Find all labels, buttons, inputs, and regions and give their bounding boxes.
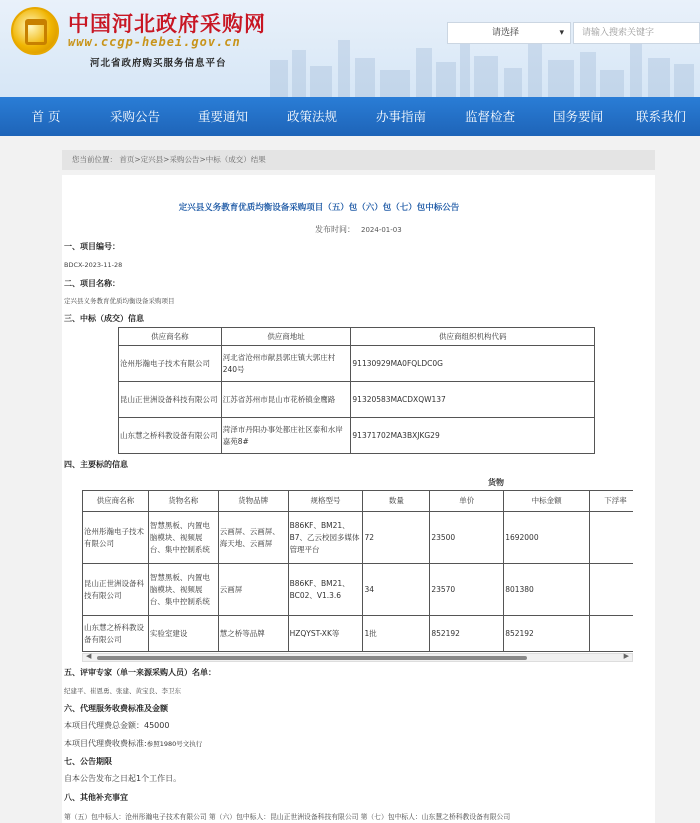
site-url: www.ccgp-hebei.gov.cn <box>68 35 241 49</box>
nav-procurement-notice[interactable]: 采购公告 <box>109 109 160 124</box>
nav-supervision[interactable]: 监督检查 <box>464 109 515 124</box>
table-header-row <box>83 491 634 512</box>
table-header: 供应商名称 <box>83 491 149 512</box>
nav-important-notice[interactable]: 重要通知 <box>197 109 248 124</box>
section-5-heading: 五、评审专家（单一来源采购人员）名单： <box>64 668 216 677</box>
supplier-code: 91371702MA3BXJKG29 <box>351 418 595 454</box>
scroll-right-icon[interactable]: ▶ <box>623 652 629 660</box>
site-subtitle: 河北省政府购买服务信息平台 <box>90 58 227 69</box>
supplier-name: 沧州彤瀚电子技术有限公司 <box>83 512 149 564</box>
goods-discount <box>590 616 633 652</box>
goods-quantity: 34 <box>363 564 430 616</box>
goods-table <box>82 490 633 652</box>
supplier-name: 沧州彤瀚电子技术有限公司 <box>119 346 222 382</box>
notice-title: 定兴县义务教育优质均衡设备采购项目（五）包（六）包（七）包中标公告 <box>178 203 460 213</box>
search-category-value: 请选择 <box>492 28 520 38</box>
search-input[interactable]: 请输入搜索关键字 <box>573 22 700 44</box>
table-header: 规格型号 <box>288 491 363 512</box>
table-header: 供应商名称 <box>119 328 222 346</box>
goods-amount: 801380 <box>504 564 590 616</box>
scroll-left-icon[interactable]: ◀ <box>86 652 92 660</box>
publish-date <box>315 224 402 235</box>
nav-guide[interactable]: 办事指南 <box>375 109 426 124</box>
section-8-heading: 八、其他补充事宜 <box>64 793 128 802</box>
nav-contact[interactable]: 联系我们 <box>635 109 686 124</box>
horizontal-scrollbar[interactable] <box>82 653 633 662</box>
supplementary-info: 第（五）包中标人：沧州彤瀚电子技术有限公司 第（六）包中标人：昆山正世洲设备科技有限公司 第（七）包中标人：山东慧之桥科教设备有限公司 <box>64 813 511 821</box>
supplier-address: 菏泽市丹阳办事处都庄社区泰和水岸嘉苑8# <box>221 418 351 454</box>
goods-unit-price: 23570 <box>430 564 504 616</box>
goods-name: 实验室建设 <box>148 616 218 652</box>
nav-state-news[interactable]: 国务要闻 <box>552 109 603 124</box>
goods-label: 货物 <box>488 478 504 487</box>
goods-model: B86KF、BM21、BC02、V1.3.6 <box>288 564 363 616</box>
table-row <box>83 616 634 652</box>
supplier-name: 昆山正世洲设备科技有限公司 <box>119 382 222 418</box>
goods-name: 智慧黑板、内置电脑模块、视频展台、集中控制系统 <box>148 564 218 616</box>
goods-discount <box>590 564 633 616</box>
table-header: 下浮率 <box>590 491 633 512</box>
agency-fee-standard <box>64 738 202 749</box>
table-header: 货物品牌 <box>218 491 288 512</box>
agency-fee-standard-label: 本项目代理费收费标准: <box>64 739 147 748</box>
table-row <box>119 346 595 382</box>
supplier-address: 河北省沧州市献县郭庄镇大郭庄村240号 <box>221 346 351 382</box>
main-nav <box>0 97 700 136</box>
supplier-name: 山东慧之桥科教设备有限公司 <box>119 418 222 454</box>
goods-model: HZQYST-XK等 <box>288 616 363 652</box>
publish-date-label: 发布时间： <box>315 225 355 234</box>
search-category-select[interactable] <box>447 22 571 44</box>
notice-period: 自本公告发布之日起1个工作日。 <box>64 774 182 783</box>
agency-fee-total: 本项目代理费总金额：45000 <box>64 721 170 730</box>
supplier-name: 昆山正世洲设备科技有限公司 <box>83 564 149 616</box>
table-header: 数量 <box>363 491 430 512</box>
goods-brand: 云画屏、云画屏、海天地、云画屏 <box>218 512 288 564</box>
goods-quantity: 72 <box>363 512 430 564</box>
goods-model: B86KF、BM21、B7、乙云校园多媒体管理平台 <box>288 512 363 564</box>
site-title[interactable]: 中国河北政府采购网 <box>68 11 266 36</box>
expert-list: 纪建平、崔恩勇、张建、黄宝良、李卫东 <box>64 687 181 695</box>
goods-table-scroll-area[interactable] <box>82 490 633 653</box>
chevron-down-icon: ▾ <box>559 28 564 38</box>
goods-unit-price: 23500 <box>430 512 504 564</box>
goods-quantity: 1批 <box>363 616 430 652</box>
section-2-heading: 二、项目名称： <box>64 279 120 288</box>
winner-table <box>118 327 595 454</box>
publish-date-value: 2024-01-03 <box>361 226 402 234</box>
nav-home[interactable]: 首 页 <box>31 109 61 124</box>
table-header: 货物名称 <box>148 491 218 512</box>
goods-brand: 云画屏 <box>218 564 288 616</box>
table-row <box>83 512 634 564</box>
goods-amount: 852192 <box>504 616 590 652</box>
table-header: 中标金额 <box>504 491 590 512</box>
table-header: 供应商组织机构代码 <box>351 328 595 346</box>
table-row <box>119 382 595 418</box>
goods-name: 智慧黑板、内置电脑模块、视频展台、集中控制系统 <box>148 512 218 564</box>
breadcrumb[interactable]: 您当前位置： 首页>定兴县>采购公告>中标（成交）结果 <box>62 150 655 170</box>
section-3-heading: 三、中标（成交）信息 <box>64 314 144 323</box>
section-6-heading: 六、代理服务收费标准及金额 <box>64 704 168 713</box>
table-row <box>83 564 634 616</box>
section-4-heading: 四、主要标的信息 <box>64 460 128 469</box>
section-1-heading: 一、项目编号： <box>64 242 120 251</box>
table-header: 供应商地址 <box>221 328 351 346</box>
goods-brand: 慧之桥等品牌 <box>218 616 288 652</box>
site-logo-icon[interactable] <box>11 7 59 55</box>
project-name: 定兴县义务教育优质均衡设备采购项目 <box>64 297 175 305</box>
supplier-address: 江苏省苏州市昆山市花桥镇金鹰路 <box>221 382 351 418</box>
table-header: 单价 <box>430 491 504 512</box>
site-header <box>0 0 700 97</box>
supplier-code: 91320583MACDXQW137 <box>351 382 595 418</box>
supplier-code: 91130929MA0FQLDC0G <box>351 346 595 382</box>
table-row <box>119 418 595 454</box>
nav-policy[interactable]: 政策法规 <box>286 109 337 124</box>
goods-discount <box>590 512 633 564</box>
goods-unit-price: 852192 <box>430 616 504 652</box>
scrollbar-thumb[interactable] <box>97 656 527 660</box>
project-number: BDCX-2023-11-28 <box>64 261 123 269</box>
supplier-name: 山东慧之桥科教设备有限公司 <box>83 616 149 652</box>
section-7-heading: 七、公告期限 <box>64 757 112 766</box>
goods-amount: 1692000 <box>504 512 590 564</box>
agency-fee-standard-value: 参照1980号文执行 <box>146 740 203 748</box>
table-header-row <box>119 328 595 346</box>
